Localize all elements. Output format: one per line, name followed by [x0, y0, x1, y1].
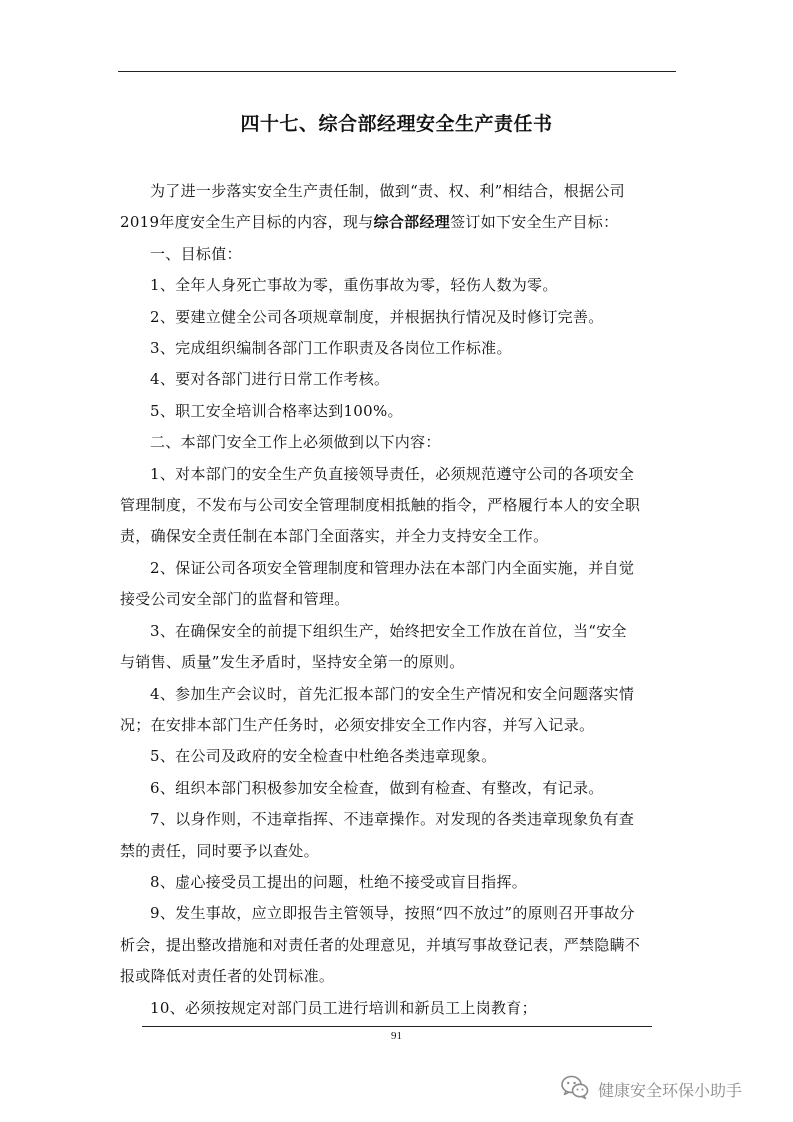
list-item: 2、保证公司各项安全管理制度和管理办法在本部门内全面实施，并自觉接受公司安全部门的监督和管理。	[120, 558, 635, 609]
list-item: 10、必须按规定对部门员工进行培训和新员工上岗教育；	[150, 998, 537, 1017]
list-item: 3、在确保安全的前提下组织生产，始终把安全工作放在首位，当“安全与销售、质量”发生矛盾时，坚持安全第一的原则。	[120, 621, 627, 672]
list-item: 4、参加生产会议时，首先汇报本部门的安全生产情况和安全问题落实情况；在安排本部门生产任务时，必须安排安全工作内容，并写入记录。	[120, 684, 635, 734]
list-item: 5、在公司及政府的安全检查中杜绝各类违章现象。	[150, 747, 497, 766]
intro-paragraph	[120, 176, 642, 239]
intro-text-2: 签订如下安全生产目标：	[450, 213, 619, 232]
list-item: 1、对本部门的安全生产负直接领导责任，必须规范遵守公司的各项安全管理制度，不发布与公司安全管理制度相抵触的指令，严格履行本人的安全职责，确保安全责任制在本部门全面落实，并全力支持安全工作。	[120, 464, 641, 546]
list-item: 7、以身作则，不违章指挥、不违章操作。对发现的各类违章现象负有查禁的责任，同时要予以查处。	[120, 810, 635, 860]
watermark	[560, 1074, 742, 1104]
document-body	[120, 176, 642, 1024]
section1-heading: 一、目标值：	[150, 244, 242, 263]
wechat-icon	[560, 1074, 590, 1104]
list-item: 6、组织本部门积极参加安全检查，做到有检查、有整改，有记录。	[150, 778, 604, 797]
footer-rule	[142, 1026, 652, 1027]
intro-text-1: 为了进一步落实安全生产责任制，做到“责、权、利”相结合，根据公司2019年度安全生产目标的内容，现与	[120, 182, 625, 232]
list-item: 8、虚心接受员工提出的问题，杜绝不接受或盲目指挥。	[150, 872, 528, 891]
list-item: 4、要对各部门进行日常工作考核。	[150, 370, 390, 389]
header-rule	[118, 71, 676, 72]
intro-bold-text: 综合部经理	[373, 213, 451, 232]
document-title: 四十七、综合部经理安全生产责任书	[240, 113, 553, 135]
section2-heading: 二、本部门安全工作上必须做到以下内容：	[150, 433, 441, 452]
list-item: 1、全年人身死亡事故为零，重伤事故为零，轻伤人数为零。	[150, 276, 558, 295]
list-item: 2、要建立健全公司各项规章制度，并根据执行情况及时修订完善。	[150, 307, 604, 326]
list-item: 5、职工安全培训合格率达到100%。	[150, 401, 403, 420]
watermark-text: 健康安全环保小助手	[598, 1080, 743, 1100]
page-number: 91	[391, 1030, 402, 1042]
list-item: 9、发生事故，应立即报告主管领导，按照“四不放过”的原则召开事故分析会，提出整改措施和对责任者的处理意见，并填写事故登记表，严禁隐瞒不报或降低对责任者的处罚标准。	[120, 904, 641, 986]
list-item: 3、完成组织编制各部门工作职责及各岗位工作标准。	[150, 339, 512, 358]
